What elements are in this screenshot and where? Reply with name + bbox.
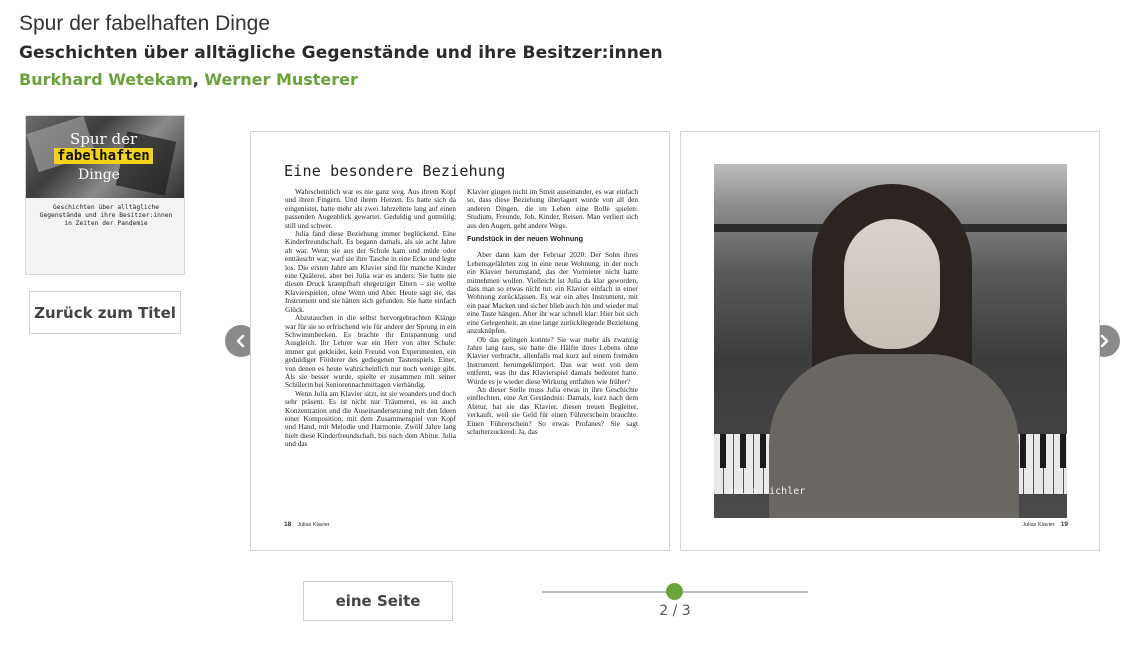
- page-indicator: 2 / 3: [659, 603, 691, 619]
- cover-title-line: Dinge: [78, 167, 120, 183]
- paragraph: Wahrscheinlich war es nie ganz weg. Aus ihrem Kopf und ihren Fingern. Und ihrem Herzen. Es hatte sich da eingenistet, hatte mehr als zwei Jahrzehnte lang auf einen passenden Augenblick gewartet. Geduldig und gutmütig, still und schwer.: [285, 187, 456, 230]
- paragraph: Ob das gelingen konnte? Sie war mehr als zwanzig Jahre lang raus, sie hatte die Hälfte ihres Lebens ohne Klavier verbracht, allenfalls mal kurz auf einem fremden Instrument herumgeklimpert. Das war weit von dem entfernt, was ihr das Klavierspiel damals bedeutet hatte. Würde es je wieder diese Wirkung entfalten wie früher?: [467, 334, 638, 386]
- portrait-photo: [714, 164, 1067, 518]
- running-title: Julias Klavier: [297, 522, 330, 528]
- back-to-title-button[interactable]: Zurück zum Titel: [29, 291, 181, 334]
- book-subtitle: Geschichten über alltägliche Gegenstände und ihre Besitzer:innen: [19, 43, 663, 63]
- page-number: 18: [284, 521, 292, 528]
- page-number: 19: [1060, 521, 1068, 528]
- chevron-left-icon: [234, 334, 248, 348]
- paragraph: Abzutauchen in die selbst hervorgebrachten Klänge war für sie so erfrischend wie für andere der Sprung in ein Schwimmbecken. Es brachte ihr Entspannung und Ausgleich. Ihr Lehrer war ein Herr von alter Schule: immer gut gekleidet, kein Freund von Experimenten, ein geduldiger Förderer des gediegenen Tastenspiels. Einer, von denen es heute wahrscheinlich nur noch wenige gibt. Als sie besser wurde, spielte er zusammen mit seiner Schülerin bei Seniorennachmittagen vierhändig.: [285, 313, 456, 390]
- paragraph: Julia fand diese Beziehung immer beglückend. Eine Kinderfreundschaft. Es begann damals, als sie acht Jahre alt war. Wenn sie aus der Schule kam und müde oder enttäuscht war, warf sie ihre Tasche in eine Ecke und legte los. Die ersten Jahre am Klavier sind für manche Kinder eine Quälerei, aber bei Julia war es anders: Sie hatte nie diesen Druck krampfhaft ehrgeiziger Eltern – sie wollte Klavierspielen, ohne Wenn und Aber. Heute sagt sie, das Instrument und sie hätten sich gefunden. Sie hatte einfach Glück.: [285, 229, 456, 314]
- text-column-2: [467, 188, 638, 436]
- single-page-view-button[interactable]: eine Seite: [303, 581, 453, 621]
- cover-title-line-highlight: fabelhaften: [54, 148, 153, 164]
- paragraph: An dieser Stelle muss Julia etwas in ihre Geschichte einflechten, eine Art Geständnis: Damals, kurz nach dem Abitur, hat sie das Klavier, diesen treuen Begleiter, verkauft, weil sie Geld für einen Führerschein brauchte. Einen Führerschein? So etwas Profanes? Sie sagt schulterzuckend: Ja, das: [467, 384, 638, 436]
- paragraph: Wenn Julia am Klavier sitzt, ist sie woanders und doch sehr präsent. Es ist nicht nur Träumerei, es ist auch Konzentration und die Auseinandersetzung mit den Ideen einer Komposition, mit dem Zusammenspiel von Kopf und Hand, mit Melodie und Harmonie. Zwölf Jahre lang hielt diese Kinderfreundschaft, bis nach dem Abitur. Julia und das: [285, 388, 456, 449]
- book-page-right: [680, 131, 1100, 551]
- author-link-wetekam[interactable]: Burkhard Wetekam: [19, 70, 193, 89]
- article-heading: Eine besondere Beziehung: [284, 162, 506, 180]
- author-link-musterer[interactable]: Werner Musterer: [204, 70, 358, 89]
- page-footer-left: [284, 521, 330, 528]
- section-heading: Fundstück in der neuen Wohnung: [467, 234, 584, 244]
- page-footer-right: [1022, 521, 1068, 528]
- book-title: Spur der fabelhaften Dinge: [19, 12, 271, 35]
- paragraph: Aber dann kam der Februar 2020: Der Sohn ihres Lebensgefährten zog in eine neue Wohnung, in der noch ein Klavier herumstand, das der Vormieter nicht hatte mitnehmen wollen. Vielleicht ist Julia da klar geworden, dass man so etwas nicht tut: ein Klavier einfach in einer Wohnung zurücklassen. Es war ein altes Instrument, mit ein paar Macken und sicher blieb auch hin und wieder mal eine Taste hängen. Aber ihr war schnell klar: Hier bot sich eine Gelegenheit, an eine lange zurückliegende Beziehung anzuknüpfen.: [467, 250, 639, 336]
- author-list: [19, 70, 358, 89]
- cover-subtitle: Geschichten über alltägliche Gegenstände und ihre Besitzer:innen in Zeiten der Pandemie: [39, 204, 173, 227]
- text-column-1: [285, 188, 456, 449]
- page-slider-handle[interactable]: [666, 583, 683, 600]
- cover-title-line: Spur der: [70, 130, 138, 148]
- paragraph: Klavier gingen nicht im Streit auseinander, es war einfach so, dass diese Beziehung überlagert wurde von all den anderen Dingen, die im Leben eine Rolle spielen: Studium, Freunde, Job, Kinder, Reisen. Man verliert sich aus den Augen, geht andere Wege.: [467, 187, 638, 230]
- book-page-left: [250, 131, 670, 551]
- photo-caption: Julia Eichler: [727, 486, 806, 497]
- author-separator: ,: [192, 70, 199, 89]
- running-title: Julias Klavier: [1022, 522, 1055, 528]
- book-cover-thumbnail[interactable]: [25, 115, 185, 275]
